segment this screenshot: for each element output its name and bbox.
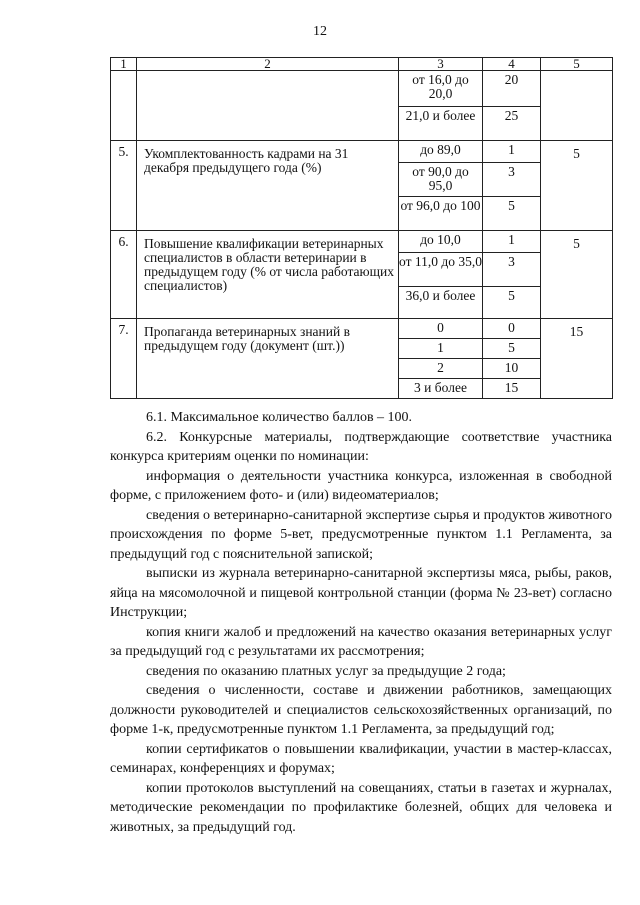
num-cell: [111, 71, 137, 141]
num-cell: 6.: [111, 231, 137, 319]
limit-cell: 2: [399, 359, 483, 379]
limit-cell: от 16,0 до 20,0: [399, 71, 483, 107]
paragraph: сведения о численности, составе и движении работников, замещающих должности руководителей и специалистов сельскохозяйственных организаций, по форме 1-к, предусмотренные пунктом 1.1 Регламента, за предыдущий год;: [110, 683, 612, 737]
points-cell: 5: [483, 197, 541, 231]
paragraph: копии сертификатов о повышении квалификации, участии в мастер-классах, семинарах, конференциях и форумах;: [110, 741, 612, 776]
table-row: [111, 71, 613, 107]
page-number: 12: [313, 24, 327, 39]
header-cell: 3: [399, 58, 483, 71]
max-cell: 15: [541, 319, 613, 399]
limit-cell: от 90,0 до 95,0: [399, 163, 483, 197]
paragraph: копии протоколов выступлений на совещаниях, статьи в газетах и журналах, методические рекомендации по профилактике болезней, общих для человека и животных, за предыдущий год.: [110, 780, 612, 835]
max-cell: 5: [541, 231, 613, 319]
limit-cell: 36,0 и более: [399, 287, 483, 319]
points-cell: 20: [483, 71, 541, 107]
points-cell: 10: [483, 359, 541, 379]
table-row: [111, 231, 613, 253]
points-cell: 3: [483, 163, 541, 197]
table-row: [111, 141, 613, 163]
points-cell: 15: [483, 379, 541, 399]
paragraph: 6.1. Максимальное количество баллов – 100.: [146, 410, 413, 425]
header-cell: 4: [483, 58, 541, 71]
limit-cell: 21,0 и более: [399, 107, 483, 141]
paragraph: 6.2. Конкурсные материалы, подтверждающие соответствие участника конкурса критериям оценки по номинации:: [110, 429, 612, 464]
points-cell: 5: [483, 339, 541, 359]
points-cell: 1: [483, 141, 541, 163]
points-cell: 0: [483, 319, 541, 339]
paragraph: выписки из журнала ветеринарно-санитарной экспертизы мяса, рыбы, раков, яйца на мясомолочной и пищевой контрольной станции (форма № 23-вет) согласно Инструкции;: [110, 566, 612, 620]
limit-cell: 1: [399, 339, 483, 359]
paragraph: копия книги жалоб и предложений на качество оказания ветеринарных услуг за предыдущий год с результатами их рассмотрения;: [110, 624, 612, 659]
criteria-table: [110, 57, 613, 399]
limit-cell: от 11,0 до 35,0: [399, 253, 483, 287]
name-cell: [137, 71, 399, 141]
header-cell: 5: [541, 58, 613, 71]
header-cell: 2: [137, 58, 399, 71]
limit-cell: 3 и более: [399, 379, 483, 399]
paragraph: сведения о ветеринарно-санитарной экспертизе сырья и продуктов животного происхождения по форме 5-вет, предусмотренные пунктом 1.1 Регламента, за предыдущий год с пояснительной запиской;: [110, 507, 612, 562]
points-cell: 5: [483, 287, 541, 319]
points-cell: 1: [483, 231, 541, 253]
paragraph: информация о деятельности участника конкурса, изложенная в свободной форме, с приложением фото- и (или) видеоматериалов;: [110, 468, 612, 503]
num-cell: 5.: [111, 141, 137, 231]
limit-cell: от 96,0 до 100: [399, 197, 483, 231]
table-row: [111, 319, 613, 339]
limit-cell: 0: [399, 319, 483, 339]
name-cell: Укомплектованность кадрами на 31 декабря предыдущего года (%): [137, 141, 399, 231]
paragraph: сведения по оказанию платных услуг за предыдущие 2 года;: [146, 663, 506, 679]
header-cell: 1: [111, 58, 137, 71]
max-cell: [541, 71, 613, 141]
table-header-row: [111, 58, 613, 71]
points-cell: 3: [483, 253, 541, 287]
name-cell: Повышение квалификации ветеринарных специалистов в области ветеринарии в предыдущем году (% от числа работающих специалистов): [137, 231, 399, 319]
points-cell: 25: [483, 107, 541, 141]
limit-cell: до 89,0: [399, 141, 483, 163]
name-cell: Пропаганда ветеринарных знаний в предыдущем году (документ (шт.)): [137, 319, 399, 399]
body-text: [110, 408, 612, 837]
max-cell: 5: [541, 141, 613, 231]
limit-cell: до 10,0: [399, 231, 483, 253]
num-cell: 7.: [111, 319, 137, 399]
